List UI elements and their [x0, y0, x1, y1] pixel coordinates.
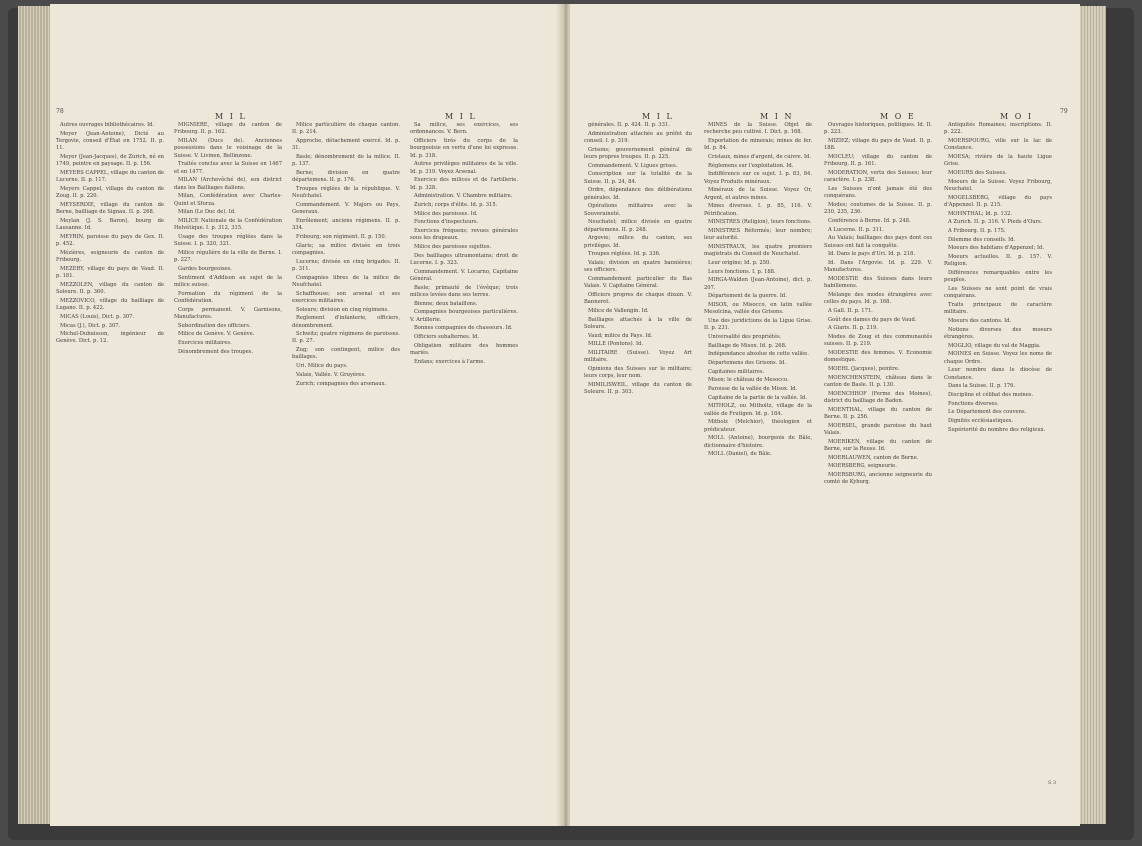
left-column-4 [410, 122, 518, 367]
index-entry: Fonctions diverses. [948, 400, 999, 407]
index-entry: Approche, détachement exercé. Id. p. 31. [292, 137, 400, 152]
index-entry: Misox; le château de Mesocco. [708, 377, 789, 384]
index-entry: Milan, Confédération avec Charles-Quint et Sforza. [174, 193, 282, 207]
left-running-head-2: M I L [445, 112, 477, 121]
index-entry: Glaris; sa milice divisée en trois compagnies. [292, 242, 400, 256]
index-entry: Vaud; milice du Pays. Id. [588, 332, 653, 339]
index-entry: MEYSERDIE, village du canton de Berne, bailliage de Signau. II. p. 268. [56, 201, 164, 216]
index-entry: MOERSPOURG, ville sur le lac de Constance. [944, 137, 1052, 152]
index-entry: Exportation de minerais; mines de fer. Id. p. 84. [704, 137, 812, 152]
index-entry: MEZZOLEN, village du canton de Soleure. II. p. 360. [56, 281, 164, 296]
index-entry: Leur nombre dans le diocèse de Constance. [944, 367, 1052, 381]
index-entry: MOINES en Suisse. Voyez les noms de chaque Ordre. [944, 351, 1052, 365]
index-entry: MOGLIO, village du val de Maggia. [948, 342, 1041, 349]
index-entry: Traits principaux de caractère militaire. [944, 302, 1052, 316]
index-entry: Enfans; exercices à l'arme. [414, 358, 485, 365]
index-entry: MILITAIRE (Suisse). Voyez Art militaire. [584, 349, 692, 364]
index-entry: Bonnes compagnies de chasseurs. Id. [414, 325, 513, 332]
index-entry: Usage des troupes réglées dans la Suisse. I. p. 320, 321. [174, 233, 282, 248]
index-entry: A Zurich. II. p. 316. V. Pieds d'Ours. [948, 219, 1043, 226]
index-entry: Milice des paroisses sujettes. [414, 243, 492, 250]
index-entry: MOESA; rivière de la haute Ligue Grise. [944, 153, 1052, 168]
index-entry: Neuchatel; milice divisée en quatre départemens. II. p. 248. [584, 219, 692, 233]
index-entry: Milice particulière de chaque canton. II. p. 214. [292, 122, 400, 136]
index-entry: Compagnies libres de la milice de Neufchatel. [292, 274, 400, 288]
index-entry: Une des juridictions de la Ligue Grise. II. p. 231. [704, 317, 812, 332]
index-entry: Troupes réglées. Id. p. 336. [588, 251, 661, 258]
index-entry: Traités conclus avec la Suisse en 1467 et en 1477. [174, 161, 282, 175]
index-entry: Leur origine; Id. p. 250. [708, 259, 771, 266]
index-entry: Id. Dans l'Argovie. Id. p. 229. V. Manufactures. [824, 259, 932, 274]
index-entry: Zug; son contingent, milice des baillages. [292, 347, 400, 361]
index-entry: Paroisse de la vallée de Misox. Id. [708, 386, 798, 393]
right-column-1 [584, 122, 692, 398]
index-entry: MOERSEL, grande paroisse du haut Valais. [824, 422, 932, 436]
index-entry: Moeurs des habitans d'Appenzel; Id. [948, 245, 1045, 252]
index-entry: Mélange des modes étrangères avec celles du pays. Id. p. 168. [824, 291, 932, 306]
index-entry: Basle; dénombrement de la milice. II. p. 137. [292, 153, 400, 168]
index-entry: Minéraux de la Suisse. Voyez Or, Argent, et autres mines. [704, 187, 812, 201]
index-entry: Dans la Suisse. II. p. 176. [948, 383, 1016, 390]
index-entry: MILICE Nationale de la Confédération Helvétique. I. p. 312, 315. [174, 217, 282, 232]
right-column-2 [704, 122, 812, 460]
right-column-4 [944, 122, 1052, 435]
index-entry: Dilemme des conseils. Id. [948, 236, 1016, 243]
right-running-head-4: M O I [1000, 112, 1033, 121]
index-entry: Cristaux, mines d'argent, de cuivre. Id. [708, 153, 811, 160]
index-entry: Ordre, dépendance des délibérations générales. Id. [584, 187, 692, 201]
index-entry: Moeurs des cantons. Id. [948, 317, 1012, 324]
index-entry: Différences remarquables entre les peuples. [944, 270, 1052, 284]
index-entry: MOERSBERG, seigneurie. [828, 463, 897, 470]
left-column-1 [56, 122, 164, 347]
index-entry: Mines diverses. I. p. 85, 116. V. Pétrification. [704, 203, 812, 217]
index-entry: MOLL (Daniel), de Bâle. [708, 451, 772, 458]
index-entry: Ouvrages historiques, politiques. Id. II. p. 223. [824, 122, 932, 136]
index-entry: Autres ouvrages bibliothécaires. Id. [60, 122, 155, 128]
index-entry: MOERLAUWEN, canton de Berne. [828, 454, 919, 461]
index-entry: Subordination des officiers. [178, 322, 251, 329]
index-entry: Meyers Cappel, village du canton de Zoug. II. p. 220. [56, 185, 164, 200]
index-entry: MIRGA-Walden (Jean-Antoine), dict. p. 207. [704, 277, 812, 291]
index-entry: Au Valais; bailliages des pays dont ces Suisses ont fait la conquête. [824, 235, 932, 249]
index-entry: Gardes bourgeoises. [178, 265, 232, 272]
index-entry: Berne; division en quatre départemens. II. p. 176. [292, 169, 400, 184]
index-entry: Michel-Dubuisson, ingénieur de Genève. Dict. p. 12. [56, 331, 164, 345]
index-entry: Fonctions d'inspecteurs. [414, 219, 479, 226]
index-entry: Milice régulière de la ville de Berne. I. p. 227. [174, 249, 282, 264]
index-entry: Milice de Vallengin. Id. [588, 307, 649, 314]
left-column-3 [292, 122, 400, 389]
index-entry: Lucerne; divisée en cinq brigades. II. p. 311. [292, 258, 400, 272]
index-entry: Officiers propres de chaque dixain. V. Banneret. [584, 291, 692, 306]
page-edges-right [1078, 6, 1106, 824]
index-entry: MEYERS CAPPEL, village du canton de Lucerne. II. p. 117. [56, 169, 164, 184]
index-entry: Départemens des Grisons. Id. [708, 360, 787, 367]
index-entry: Indépendance absolue de cette vallée. [708, 351, 809, 358]
index-entry: MINISTRES (Religion), leurs fonctions. [708, 219, 812, 226]
index-entry: Modes de Zoug et des communautés suisses. II. p. 219. [824, 333, 932, 348]
index-entry: Conscription sur la totalité de la Suisse. II. p. 24, 84. [584, 171, 692, 185]
index-entry: Sentiment d'Addison au sujet de la milice suisse. [174, 274, 282, 288]
index-entry: Indifférence sur ce sujet. I. p. 83, 84. Voyez Produits minéraux. [704, 171, 812, 185]
index-entry: MIMILISWEIL, village du canton de Soleure. II. p. 303. [584, 381, 692, 396]
index-entry: Basle; primauté de l'évêque; trois milices levées dans ses terres. [410, 284, 518, 298]
index-entry: Obligation militaire des hommes mariés. [410, 342, 518, 356]
index-entry: Discipline et célibat des moines. [948, 392, 1034, 398]
index-entry: Bienne; deux bataillons. [414, 300, 478, 307]
index-entry: Schwitz; quatre régimens de paroisses. II. p. 27. [292, 331, 400, 345]
index-entry: Compagnies bourgeoises particulières. V. Artillerie. [410, 309, 518, 323]
index-entry: MOEURS des Suisses. [948, 169, 1007, 176]
index-entry: MIZIEZ; village du pays de Vaud. II. p. 188. [824, 137, 932, 152]
index-entry: MINES de la Suisse. Objet de recherche peu cultivé. I. Dict. p. 168. [704, 122, 812, 136]
index-entry: MINISTRES Réformés; leur nombre; leur autorité. [704, 227, 812, 242]
index-entry: MEZERY, village du pays de Vaud. II. p. 181. [56, 265, 164, 280]
left-page [50, 4, 562, 826]
index-entry: A Fribourg. II. p. 175. [948, 227, 1006, 234]
index-entry: Bailliage de Misox. Id. p. 268. [708, 342, 787, 349]
index-entry: Département de la guerre. Id. [708, 293, 787, 300]
index-entry: Uri. Milice du pays. [296, 363, 348, 370]
index-entry: MICAS (Louis), Dict. p. 307. [60, 313, 135, 320]
index-entry: Zurich; corps d'élite. Id. p. 315. [414, 201, 498, 208]
index-entry: Universalité des propriétés. [708, 333, 782, 340]
index-entry: Capitaine de la partie de la vallée. Id. [708, 394, 807, 401]
index-entry: Troupes réglées de la république. V. Neufchatel. [292, 185, 400, 200]
index-entry: Mitholz (Melchior), théologien et prédicateur. [704, 419, 812, 433]
index-entry: Bailliages attachés à la ville de Soleure. [584, 316, 692, 330]
index-entry: MOERSBURG, ancienne seigneurie du comté de Kyburg. [824, 471, 932, 486]
index-entry: A Lucerne. II. p. 311. [828, 226, 884, 233]
index-entry: Reglement d'infanterie, officiers, dénombrement. [292, 315, 400, 329]
index-entry: MEZZOVICO, village du bailliage de Lugano. II. p. 422. [56, 297, 164, 312]
index-entry: Meyer (Jean-Antoine), Dicté au Tergovie, conseil d'État en 1752. II. p. 11. [56, 130, 164, 152]
index-entry: MILAN (Archevêché de), son district dans les Bailliages italiens. [174, 177, 282, 191]
index-entry: MOLL (Antoine), bourgeois de Bâle, dictionnaire d'histoire. [704, 435, 812, 449]
right-running-head-1: M I L [642, 112, 674, 121]
right-running-head-2: M I N [760, 112, 794, 121]
index-entry: Zurich; compagnies des arsenaux. [296, 380, 387, 387]
index-entry: MISOX, ou Misocco, en latin vallée Mesolcina, vallée des Grisons. [704, 302, 812, 316]
index-entry: Corps permanent. V. Garnisons, Manufactures. [174, 306, 282, 320]
index-entry: Notions diverses des moeurs étrangères. [944, 326, 1052, 340]
index-entry: Dignités ecclésiastiques. [948, 418, 1014, 425]
index-entry: MITHOLZ, ou Mitholtz, village de la vallée de Frutigen. Id. p. 184. [704, 403, 812, 417]
index-entry: MOGELSBERG, village du pays d'Appenzel. II. p. 215. [944, 194, 1052, 208]
index-entry: MIGNIERE, village du canton de Fribourg. II. p. 162. [174, 122, 282, 136]
index-entry: Les Suisses n'ont jamais été des conquérans. [824, 185, 932, 200]
index-entry: MOCLEU; village du canton de Fribourg. II. p. 161. [824, 153, 932, 168]
page-edges-left [18, 6, 52, 824]
index-entry: Opinions des Suisses sur le militaire; leurs corps, leur nom. [584, 365, 692, 380]
index-entry: Le Département des couvens. [948, 409, 1027, 416]
right-page [570, 4, 1080, 826]
index-entry: Moeurs de la Suisse. Voyez Fribourg, Neuchatel. [944, 178, 1052, 192]
index-entry: Supériorité du nombre des religieux. [948, 426, 1046, 433]
right-page-number: 79 [1060, 108, 1068, 115]
index-entry: Exercices fréquens; revues générales sous les drapeaux. [410, 227, 518, 242]
index-entry: Micas (J.), Dict. p. 307. [60, 322, 121, 329]
right-running-head-3: M O E [880, 112, 916, 121]
index-entry: Exercices militaires. [178, 339, 232, 346]
index-entry: Dénombrement des troupes. [178, 348, 253, 355]
index-entry: Opérations militaires avec la Souveraineté. [584, 203, 692, 217]
index-entry: Officiers tirés du corps de la bourgeoisie en vertu d'une loi expresse. Id. p. 318. [410, 137, 518, 159]
index-entry: MODERATION, vertu des Suisses; leur caractère. I. p. 238. [824, 169, 932, 184]
index-entry: Moeurs actuelles. II. p. 157. V. Religion. [944, 254, 1052, 268]
index-entry: MILAN (Ducs de). Anciennes possessions dans le voisinage de la Suisse. V. Livinen, Bellinzone. [174, 137, 282, 159]
right-column-3 [824, 122, 932, 488]
index-entry: MODESTIE des femmes. V. Economie domestique. [824, 349, 932, 364]
index-entry: Milan (Le Duc de). Id. [178, 209, 236, 216]
index-entry: Goût des dames du pays de Vaud. [828, 316, 917, 323]
index-entry: Valais; division en quatre bannières; ses officiers. [584, 259, 692, 274]
index-entry: MINISTRAUX, les quatre premiers magistrats du Conseil de Neuchatel. [704, 243, 812, 258]
index-entry: Sa milice, ses exercices, ses ordonnances. V. Bern. [410, 122, 518, 136]
index-entry: Commandement. V. Ligues grises. [588, 162, 678, 169]
index-entry: Commandement particulier du Bas Valais. V. Capitaine Général. [584, 275, 692, 290]
index-entry: MEYRIN, paroisse du pays de Gex. II. p. 452. [56, 233, 164, 248]
index-entry: Valais, Vallée. V. Gruyères. [296, 371, 366, 378]
index-entry: Argovie; milice du canton, ses privilèges. Id. [584, 235, 692, 249]
index-entry: Commandement. V. Locarno, Capitaine Général. [410, 268, 518, 282]
index-entry: Réglemens sur l'exploitation. Id. [708, 162, 794, 169]
index-entry: Conférence à Berne. Id. p. 248. [828, 217, 911, 224]
index-entry: Les Suisses ne sont point de vrais conquérans. [944, 286, 1052, 300]
index-entry: Capitaines militaires. [708, 368, 765, 375]
index-entry: MOENTHAL, village du canton de Berne. II. p. 256. [824, 406, 932, 420]
index-entry: Meylan (J. S. Baron), bourg de Lausanne. Id. [56, 217, 164, 232]
index-entry: MOEHL (Jacques), peintre. [828, 365, 900, 372]
left-running-head-1: M I L [215, 112, 247, 121]
index-entry: Soleure; division en cinq régimens. [296, 306, 389, 313]
index-entry: MOERIKEN, village du canton de Berne, sur la Reuss. Id. [824, 438, 932, 452]
left-page-number: 78 [56, 108, 64, 115]
index-entry: Administration. V. Chambre militaire. [414, 193, 513, 200]
index-entry: MOENCHENSTEIN, château dans le canton de Basle. II. p. 130. [824, 374, 932, 388]
index-entry: Commandement. V. Majors ou Pays, Generaux. [292, 201, 400, 216]
index-entry: Exercice des milices et de l'artillerie. Id. p. 328. [410, 177, 518, 191]
index-entry: MILLE (Pontons). Id. [588, 341, 644, 348]
index-entry: Autres privilèges militaires de la ville. Id. p. 319. Voyez Arsenal. [410, 161, 518, 175]
index-entry: Fribourg; son régiment. II. p. 150. [296, 233, 387, 240]
index-entry: MOHNTHAL; Id. p. 132. [948, 210, 1013, 217]
index-entry: Grisons; gouvernement général de leurs propres troupes. II. p. 225. [584, 146, 692, 160]
index-entry: Officiers subalternes. Id. [414, 333, 480, 340]
index-entry: Leurs fonctions. I. p. 188. [708, 268, 776, 275]
index-entry: Schaffhouse; son arsenal et ses exercices militaires. [292, 290, 400, 304]
signature-mark: S 3 [1048, 780, 1057, 786]
index-entry: générales. II. p. 424. II. p. 331. [588, 122, 670, 128]
index-entry: Administration attachée au préfet du conseil. I. p. 319. [584, 130, 692, 144]
left-column-2 [174, 122, 282, 357]
index-entry: Id. Dans le pays d'Uri. Id. p. 218. [828, 251, 915, 258]
index-entry: Des bailliages ultramontains; droit de Lucerne. I. p. 323. [410, 252, 518, 266]
index-entry: Enrôlement; anciens régimens. II. p. 334. [292, 217, 400, 232]
index-entry: A Glaris. II. p. 219. [828, 325, 878, 332]
index-entry: Meyer (Jean-Jacques), de Zurich, né en 1749, peintre en paysage. II. p. 156. [56, 153, 164, 168]
index-entry: Mézières, seigneurie du canton de Fribourg. [56, 249, 164, 264]
index-entry: Formation du régiment de la Confédération. [174, 290, 282, 304]
index-entry: MOENCHHOF (Ferme des Moines), district du bailliage de Baden. [824, 390, 932, 404]
index-entry: Milice des paroisses. Id. [414, 210, 478, 217]
index-entry: MODESTIE des Suisses dans leurs habillemens. [824, 275, 932, 290]
index-entry: Antiquités Romaines; inscriptions. II. p. 222. [944, 122, 1052, 136]
index-entry: Milice de Genève. V. Genève. [178, 331, 255, 338]
index-entry: A Gall. II. p. 171. [828, 307, 873, 314]
index-entry: Modes; coutumes de la Suisse. II. p. 230, 235, 236. [824, 201, 932, 216]
